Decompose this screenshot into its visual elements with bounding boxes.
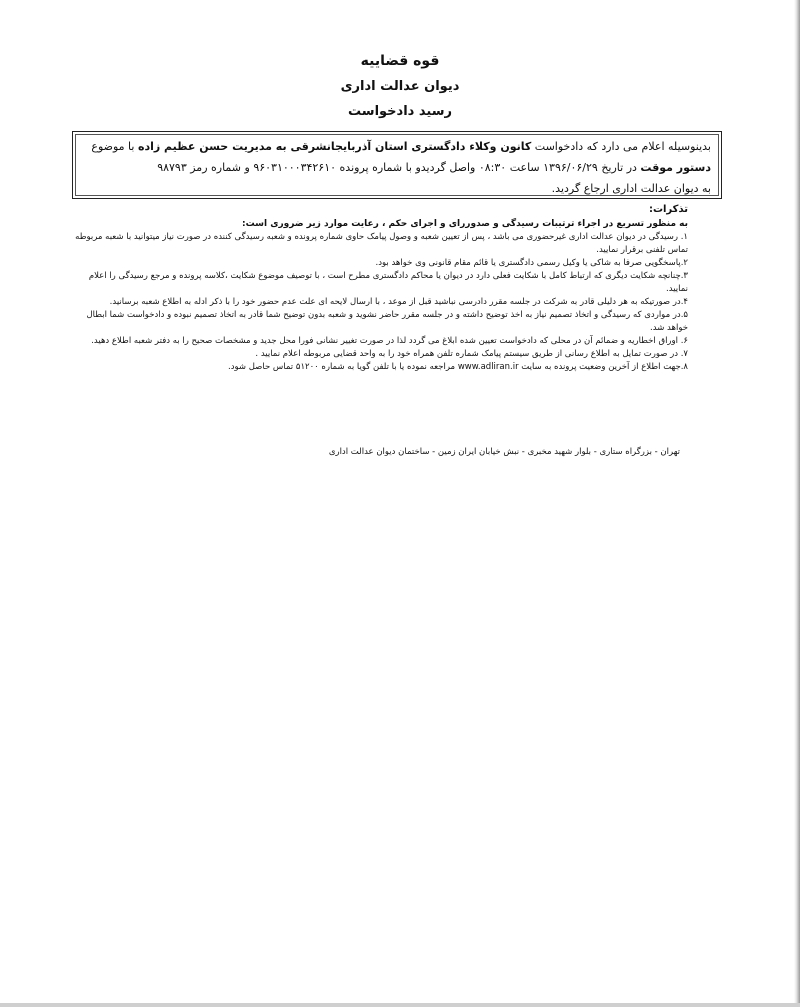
note-item: ۵.در مواردی که رسیدگی و اتخاذ تصمیم نیاز به اخذ توضیح داشته و در جلسه مقرر حاضر نشوید و شعبه بدون توضیح شما قادر به اتخاذ تصمیم نبوده و دادخواست شما ابطال خواهد شد. (86, 310, 688, 333)
header-court: دیوان عدالت اداری (340, 79, 460, 94)
scan-edge-shadow (794, 0, 800, 1007)
receipt-box (72, 131, 722, 199)
notes-title: تذکرات: (648, 204, 688, 215)
note-item: ۷. در صورت تمایل به اطلاع رسانی از طریق سیستم پیامک شماره تلفن همراه خود را به واحد قضایی مربوطه اعلام نمایید . (255, 349, 688, 359)
receipt-line-1 (81, 136, 711, 157)
receipt-line1-start: بدینوسیله اعلام می دارد که دادخواست (531, 140, 711, 153)
receipt-line-3: به دیوان عدالت اداری ارجاع گردید. (551, 182, 711, 195)
note-item: ۴.در صورتیکه به هر دلیلی قادر به شرکت در جلسه مقرر دادرسی نباشید قبل از موعد ، با ارسال لایحه ای علت عدم حضور خود را با ذکر ادله به اطلاع شعبه برسانید. (109, 297, 688, 307)
header-judiciary: قوه قضاییه (360, 53, 440, 69)
notes-section (68, 203, 688, 374)
note-item: ۲.پاسخگویی صرفا به شاکی یا وکیل رسمی دادگستری یا قائم مقام قانونی وی خواهد بود. (375, 258, 688, 268)
note-item: ۳.چنانچه شکایت دیگری که ارتباط کامل با شکایت فعلی دارد در دیوان یا محاکم دادگستری مطرح است ، با توصیف موضوع شکایت ،کلاسه پرونده و مرجع رسیدگی را اعلام نمایید. (88, 271, 688, 294)
receipt-line2-details: در تاریخ ۱۳۹۶/۰۶/۲۹ ساعت ۰۸:۳۰ واصل گردیدو با شماره پرونده ۹۶۰۳۱۰۰۰۳۴۲۶۱۰ و شماره رمز ۹۸۷۹۳ (157, 161, 641, 174)
note-item: ۸.جهت اطلاع از آخرین وضعیت پرونده به سایت www.adliran.ir مراجعه نموده یا با تلفن گویا به شماره ۵۱۲۰۰ تماس حاصل شود. (228, 362, 688, 372)
court-address: تهران - بزرگراه ستاری - بلوار شهید مخبری - نبش خیابان ایران زمین - ساختمان دیوان عدالت اداری (328, 447, 680, 457)
scan-edge-bottom (0, 1003, 800, 1007)
header-receipt-title: رسید دادخواست (348, 104, 452, 119)
notes-intro: به منظور تسریع در اجراء ترتیبات رسیدگی و صدوررای و اجرای حکم ، رعایت موارد زیر ضروری است: (242, 219, 688, 229)
note-item: ۶. اوراق اخطاریه و ضمائم آن در محلی که دادخواست تعیین شده ابلاغ می گردد لذا در صورت تغییر نشانی فورا محل جدید و مشخصات صحیح را به دفتر شعبه اطلاع دهید. (91, 336, 688, 346)
document-header (0, 48, 800, 124)
receipt-plaintiff: کانون وکلاء دادگستری استان آذربایجانشرقی به مدیریت حسن عظیم زاده (137, 140, 532, 153)
receipt-line1-end: با موضوع (91, 140, 138, 153)
receipt-subject: دستور موقت (640, 161, 711, 174)
note-item: ۱. رسیدگی در دیوان عدالت اداری غیرحضوری می باشد ، پس از تعیین شعبه و وصول پیامک حاوی شماره پرونده و شعبه رسیدگی کننده در صورت نیاز میتوانید با شعبه مربوطه تماس تلفنی برقرار نمایید. (75, 232, 688, 255)
receipt-line-2 (81, 157, 711, 178)
